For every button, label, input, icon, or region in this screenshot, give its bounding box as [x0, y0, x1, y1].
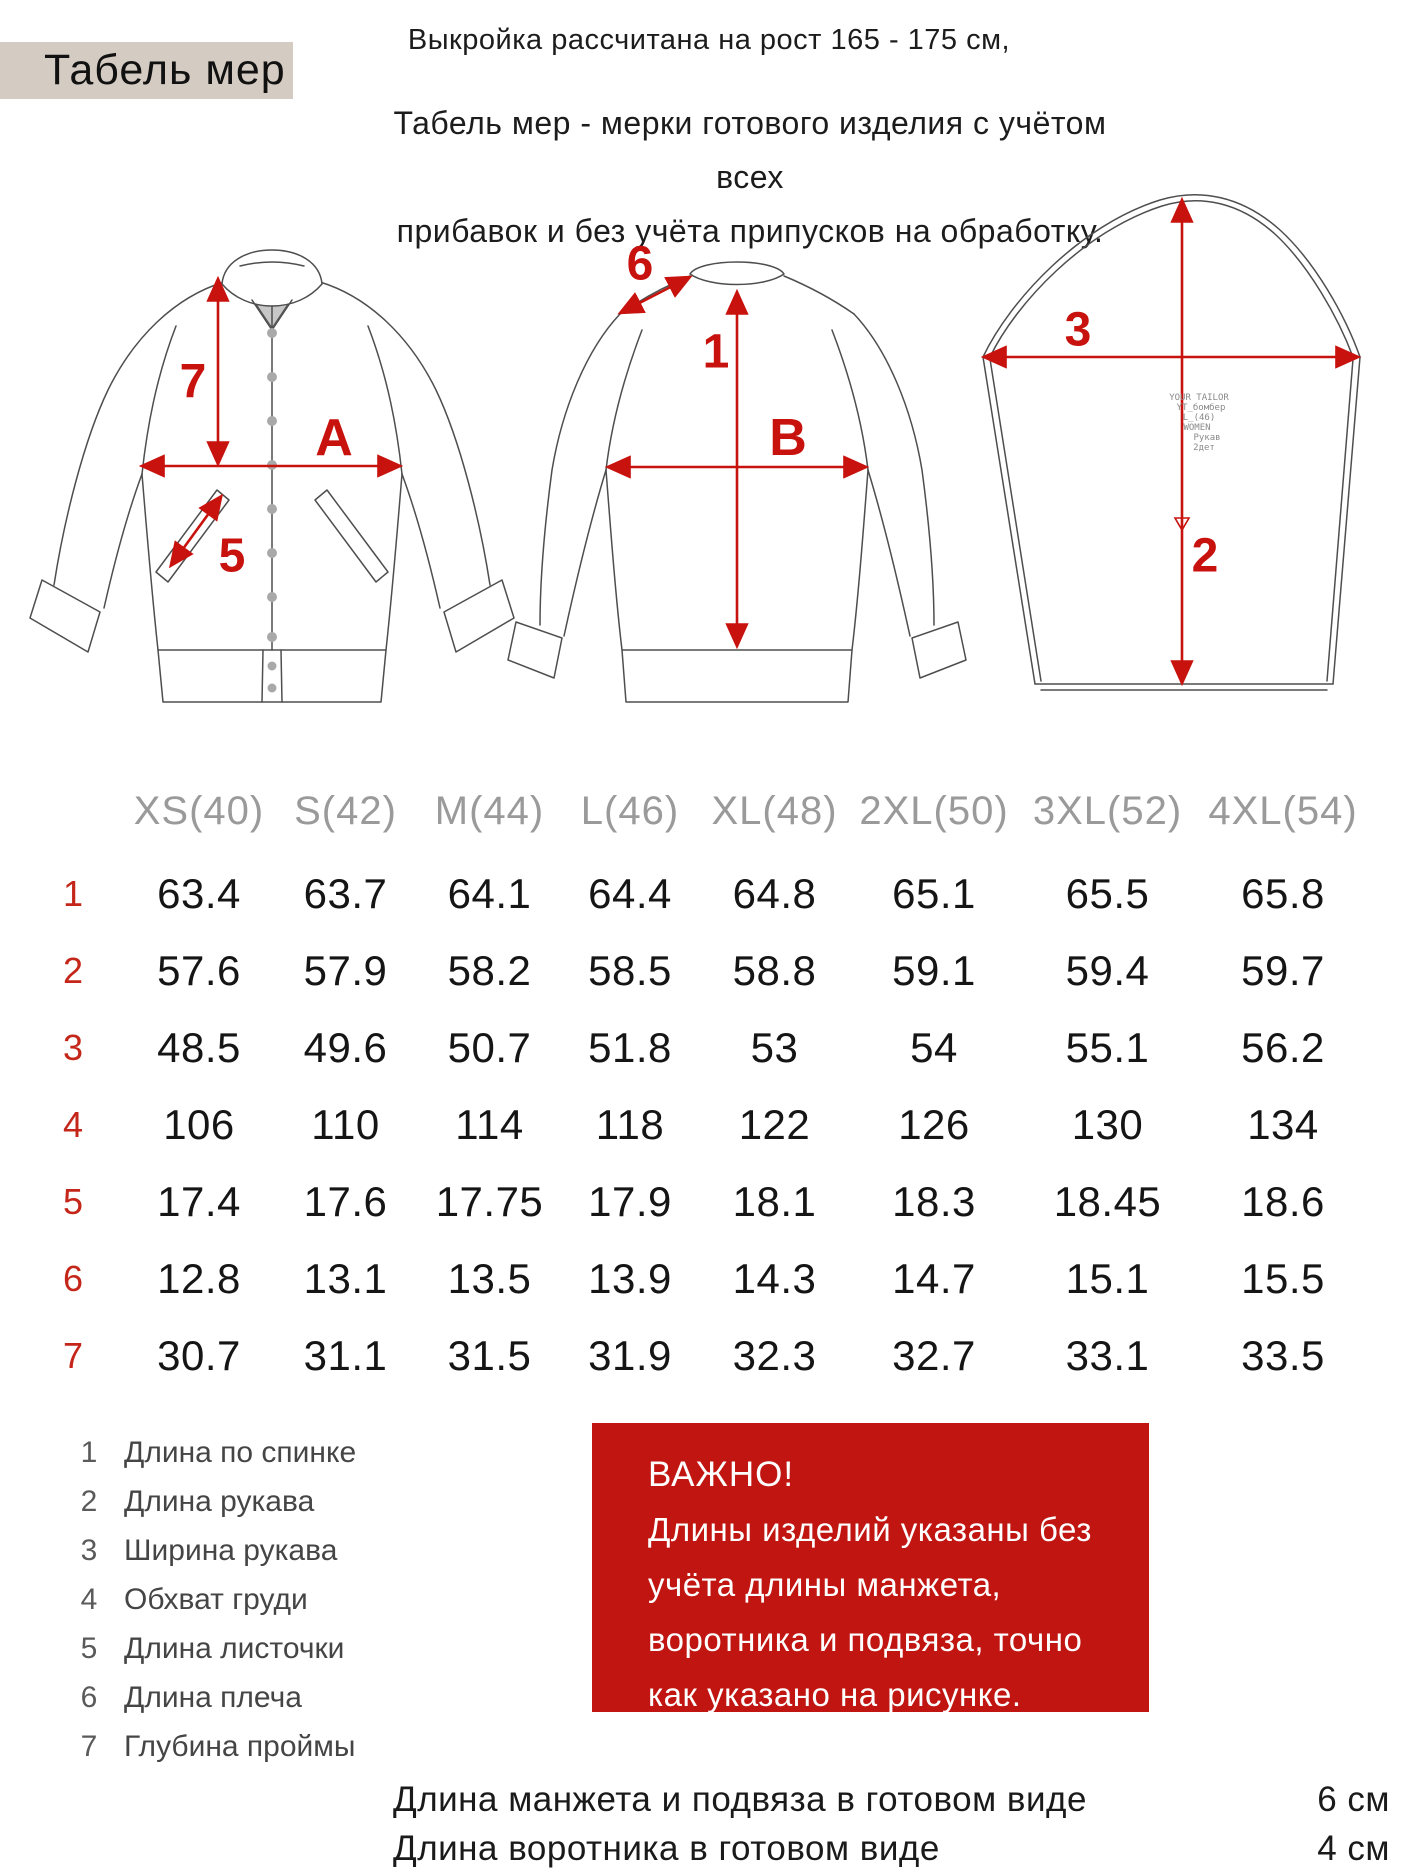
finished-measurements [393, 1775, 1390, 1873]
legend-item-text: Длина плеча [124, 1680, 302, 1714]
finished-label: Длина воротника в готовом виде [393, 1828, 940, 1868]
measure-label-B: B [769, 409, 807, 467]
table-cell: 53 [750, 1023, 799, 1071]
legend-item-number: 3 [80, 1533, 98, 1567]
table-cell: 63.4 [157, 869, 241, 917]
table-cell: 17.75 [435, 1177, 544, 1225]
table-cell: 18.1 [732, 1177, 817, 1225]
table-cell: 13.1 [303, 1254, 388, 1302]
measure-label-1: 1 [702, 325, 730, 379]
front-hem-band [158, 650, 386, 702]
intro-description-line1: Табель мер - мерки готового изделия с учётом всех [393, 105, 1107, 195]
corner-cell [20, 778, 126, 844]
column-header: L(46) [580, 788, 680, 833]
table-cell: 31.5 [447, 1331, 532, 1379]
back-hem-band [622, 650, 852, 702]
legend-item-number: 5 [80, 1631, 98, 1665]
table-cell: 12.8 [157, 1254, 241, 1302]
column-header: XS(40) [133, 788, 265, 833]
table-cell: 32.3 [732, 1331, 817, 1379]
table-cell: 65.1 [892, 869, 976, 917]
notice-line: учёта длины манжета, [648, 1566, 1002, 1603]
legend-item-text: Глубина проймы [124, 1729, 356, 1763]
table-cell: 130 [1071, 1100, 1144, 1148]
table-cell: 18.45 [1053, 1177, 1162, 1225]
row-label: 4 [62, 1103, 84, 1145]
notice-line: Длины изделий указаны без [648, 1511, 1092, 1548]
row-label: 6 [62, 1257, 84, 1299]
legend-item [72, 1575, 356, 1624]
table-cell: 110 [311, 1100, 380, 1148]
table-cell: 64.8 [732, 869, 817, 917]
table-cell: 49.6 [303, 1023, 388, 1071]
back-view-diagram [508, 238, 966, 703]
legend-item [72, 1428, 356, 1477]
measure-label-A: A [315, 409, 353, 467]
finished-row [393, 1775, 1390, 1824]
table-cell: 51.8 [588, 1023, 672, 1071]
table-cell: 55.1 [1065, 1023, 1150, 1071]
legend-item [72, 1722, 356, 1771]
table-cell: 31.9 [588, 1331, 672, 1379]
svg-text:2дет: 2дет [1193, 443, 1215, 453]
measure-arrow-5 [172, 498, 220, 564]
table-cell: 15.5 [1241, 1254, 1325, 1302]
pattern-stamp [1169, 393, 1229, 453]
table-cell: 48.5 [157, 1023, 241, 1071]
table-cell: 59.4 [1065, 946, 1150, 994]
front-right-cuff [444, 580, 514, 652]
legend-item [72, 1673, 356, 1722]
table-cell: 54 [910, 1023, 958, 1071]
table-cell: 118 [595, 1100, 665, 1148]
finished-label: Длина манжета и подвяза в готовом виде [393, 1779, 1087, 1819]
row-label: 3 [62, 1026, 84, 1068]
legend-item-text: Ширина рукава [124, 1533, 338, 1567]
back-collar [690, 262, 784, 285]
svg-text:YOUR TAILOR: YOUR TAILOR [1169, 393, 1229, 403]
front-view-diagram [30, 250, 514, 702]
table-cell: 58.2 [447, 946, 532, 994]
legend-item [72, 1477, 356, 1526]
column-header: 4XL(54) [1208, 788, 1358, 833]
table-cell: 14.3 [732, 1254, 817, 1302]
table-cell: 114 [455, 1100, 524, 1148]
table-cell: 33.1 [1065, 1331, 1150, 1379]
legend-item-number: 7 [80, 1729, 98, 1763]
legend-item [72, 1624, 356, 1673]
table-cell: 31.1 [303, 1331, 388, 1379]
sleeve-pattern-diagram [983, 195, 1360, 690]
table-cell: 59.1 [892, 946, 976, 994]
front-right-pocket-welt [315, 490, 388, 582]
measurement-legend [72, 1428, 356, 1771]
finished-value: 4 см [1317, 1828, 1390, 1868]
legend-item [72, 1526, 356, 1575]
intro-height-note: Выкройка рассчитана на рост 165 - 175 см, [407, 24, 1011, 56]
finished-value: 6 см [1317, 1779, 1390, 1819]
table-cell: 106 [163, 1100, 235, 1148]
table-cell: 63.7 [303, 869, 388, 917]
table-cell: 126 [898, 1100, 970, 1148]
table-cell: 59.7 [1241, 946, 1325, 994]
table-cell: 57.6 [157, 946, 241, 994]
notice-title: ВАЖНО! [648, 1455, 795, 1494]
important-notice [592, 1423, 1149, 1712]
measure-label-2: 2 [1191, 529, 1219, 583]
measure-label-7: 7 [179, 355, 207, 409]
table-cell: 64.1 [447, 869, 532, 917]
row-label: 5 [62, 1180, 84, 1222]
svg-text:WOMEN: WOMEN [1183, 423, 1211, 433]
front-left-cuff [30, 580, 100, 652]
page-title: Табель мер [44, 46, 286, 94]
table-cell: 14.7 [892, 1254, 976, 1302]
table-cell: 122 [738, 1100, 811, 1148]
table-cell: 17.6 [303, 1177, 388, 1225]
column-header: 2XL(50) [859, 788, 1009, 833]
table-cell: 65.8 [1241, 869, 1325, 917]
legend-item-text: Длина по спинке [124, 1435, 357, 1469]
page-title-band [0, 42, 293, 99]
legend-item-number: 4 [80, 1582, 98, 1616]
table-cell: 17.9 [588, 1177, 672, 1225]
table-cell: 15.1 [1065, 1254, 1150, 1302]
table-cell: 18.3 [892, 1177, 976, 1225]
legend-item-text: Длина рукава [124, 1484, 315, 1518]
table-cell: 18.6 [1241, 1177, 1325, 1225]
column-header: M(44) [434, 788, 545, 833]
legend-item-number: 1 [80, 1435, 98, 1469]
table-cell: 65.5 [1065, 869, 1150, 917]
column-header: XL(48) [711, 788, 838, 833]
row-label: 7 [62, 1334, 84, 1376]
svg-text:L_(46): L_(46) [1182, 413, 1216, 423]
garment-diagrams [0, 180, 1413, 720]
back-left-cuff [508, 622, 562, 678]
notice-line: воротника и подвяза, точно [648, 1621, 1083, 1658]
column-header: 3XL(52) [1032, 788, 1183, 833]
table-cell: 50.7 [447, 1023, 532, 1071]
measure-label-5: 5 [218, 529, 246, 583]
table-cell: 13.5 [447, 1254, 532, 1302]
legend-item-text: Длина листочки [124, 1631, 345, 1665]
finished-row [393, 1824, 1390, 1873]
back-right-cuff [912, 622, 966, 678]
table-cell: 32.7 [892, 1331, 976, 1379]
svg-text:YT_бомбер: YT_бомбер [1176, 403, 1226, 413]
front-collar [222, 250, 322, 306]
legend-item-number: 6 [80, 1680, 98, 1714]
table-cell: 58.8 [732, 946, 817, 994]
measure-label-6: 6 [626, 237, 654, 291]
legend-item-number: 2 [80, 1484, 98, 1518]
table-cell: 57.9 [303, 946, 388, 994]
row-label: 2 [62, 949, 84, 991]
table-cell: 33.5 [1241, 1331, 1325, 1379]
legend-item-text: Обхват груди [124, 1582, 308, 1616]
row-label: 1 [62, 872, 84, 914]
table-cell: 30.7 [157, 1331, 241, 1379]
measure-label-3: 3 [1064, 303, 1092, 357]
table-cell: 13.9 [588, 1254, 672, 1302]
table-cell: 56.2 [1241, 1023, 1325, 1071]
intro-description-line2: прибавок и без учёта припусков на обработку. [396, 213, 1104, 249]
size-table [20, 778, 1370, 1394]
svg-text:Рукав: Рукав [1193, 433, 1221, 443]
table-cell: 17.4 [157, 1177, 241, 1225]
notice-line: как указано на рисунке. [648, 1676, 1022, 1713]
table-cell: 134 [1247, 1100, 1319, 1148]
table-cell: 64.4 [588, 869, 672, 917]
table-cell: 58.5 [588, 946, 672, 994]
column-header: S(42) [294, 788, 397, 833]
